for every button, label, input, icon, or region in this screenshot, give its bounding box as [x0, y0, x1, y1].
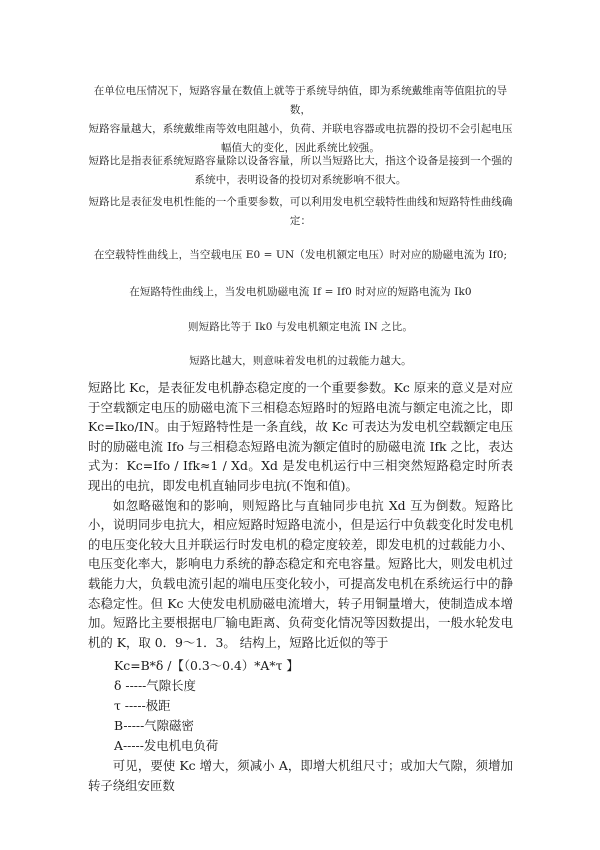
definition-pole-pitch: τ -----极距: [114, 698, 171, 714]
definition-gap-flux: B-----气隙磁密: [114, 718, 194, 734]
main-body: [88, 378, 513, 796]
definition-gap-length: δ -----气隙长度: [114, 678, 196, 694]
formula-block: [114, 656, 513, 756]
formula-line: Kc=B*δ /【（0.3～0.4）*A*τ 】: [114, 658, 299, 674]
intro-paragraph-8: 短路比越大，则意味着发电机的过载能力越大。: [189, 355, 412, 367]
body-conclusion: 可见，要使 Kc 增大，须减小 A，即增大机组尺寸；或加大气隙，须增加转子绕组安匝数: [88, 758, 513, 793]
definition-electric-load: A-----发电机电负荷: [114, 738, 219, 754]
intro-paragraph-5: 在空载特性曲线上，当空载电压 E0 = UN（发电机额定电压）时对应的励磁电流为 If0;: [93, 249, 508, 261]
intro-paragraph-4: 短路比是表征发电机性能的一个重要参数，可以利用发电机空载特性曲线和短路特性曲线确定：: [88, 196, 513, 227]
intro-paragraph-6: 在短路特性曲线上，当发电机励磁电流 If = If0 时对应的短路电流为 Ik0: [129, 286, 472, 298]
intro-paragraph-7: 则短路比等于 Ik0 与发电机额定电流 IN 之比。: [188, 321, 413, 333]
intro-paragraph-3: 短路比是指表征系统短路容量除以设备容量，所以当短路比大，指这个设备是接到一个强的系统中，表明设备的投切对系统影响不很大。: [88, 155, 513, 186]
body-paragraph-2: 如忽略磁饱和的影响，则短路比与直轴同步电抗 Xd 互为倒数。短路比小，说明同步电抗大，相应短路时短路电流小，但是运行中负载变化时发电机的电压变化较大且并联运行时发电机的稳定度较差，即发电机的过载能力小、电压变化率大，影响电力系统的静态稳定和充电容量。短路比大，则发电机过载能力大，负载电流引起的端电压变化较小，可提高发电机在系统运行中的静态稳定性。但 Kc 大使发电机励磁电流增大，转子用铜量增大，使制造成本增加。短路比主要根据电厂输电距离、负荷变化情况等因数提出，一般水轮发电机的 K，取 0．9～1．3。 结构上，短路比近似的等于: [88, 497, 513, 650]
intro-paragraph-1: 在单位电压情况下，短路容量在数值上就等于系统导纳值，即为系统戴维南等值阻抗的导数，: [93, 85, 508, 116]
body-paragraph-1: 短路比 Kc，是表征发电机静态稳定度的一个重要参数。Kc 原来的意义是对应于空载额定电压的励磁电流下三相稳态短路时的短路电流与额定电流之比，即 Kc=Iko/IN。由于短路特性是一条直线，故 Kc 可表达为发电机空载额定电压时的励磁电流 Ifo 与三相稳态短路电流为额定值时的励磁电流 Ifk 之比，表达式为：Kc=Ifo / Ifk≈1 / Xd。Xd 是发电机运行中三相突然短路稳定时所表现出的电抗，即发电机直轴同步电抗(不饱和值)。: [88, 380, 513, 493]
intro-paragraph-2: 短路容量越大，系统戴维南等效电阻越小，负荷、并联电容器或电抗器的投切不会引起电压幅值大的变化，因此系统比较强。: [88, 123, 513, 154]
